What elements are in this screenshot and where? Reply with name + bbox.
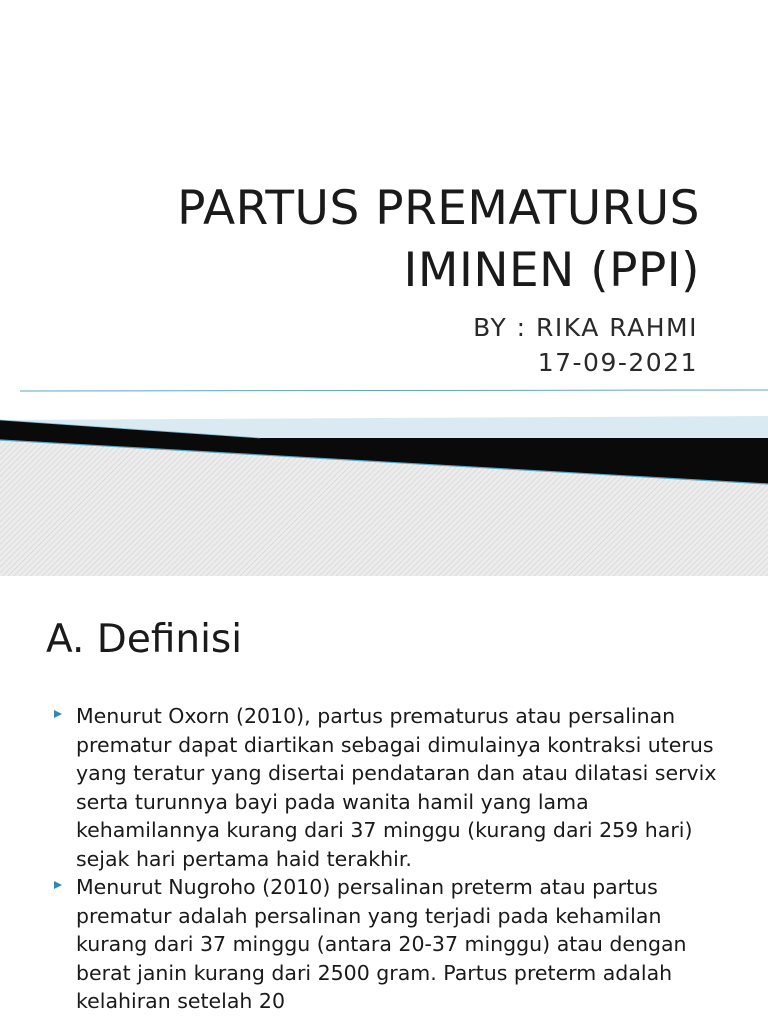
bullet-text: Menurut Oxorn (2010), partus prematurus atau persalinan prematur dapat diartikan sebagai dimulainya kontraksi uterus yang teratur yang disertai pendataran dan atau dilatasi servix serta turunnya bayi pada wanita hamil yang lama kehamilannya kurang dari 37 minggu (kurang dari 259 hari) sejak hari pertama haid terakhir. bbox=[76, 704, 717, 871]
decorative-bands bbox=[0, 380, 768, 576]
thin-accent-line bbox=[20, 390, 768, 391]
slide-title bbox=[60, 178, 700, 302]
content-slide bbox=[0, 576, 768, 1024]
bullet-text: Menurut Nugroho (2010) persalinan preterm atau partus prematur adalah persalinan yang terjadi pada kehamilan kurang dari 37 minggu (antara 20-37 minggu) atau dengan berat janin kurang dari 2500 gram. Partus preterm adalah kelahiran setelah 20 bbox=[76, 875, 687, 1013]
slide-subtitle bbox=[198, 310, 698, 380]
title-line-2: IMINEN (PPI) bbox=[403, 243, 700, 298]
triangle-bullet-icon bbox=[54, 710, 62, 718]
date-line: 17-09-2021 bbox=[537, 348, 698, 377]
list-item bbox=[52, 702, 732, 873]
list-item bbox=[52, 873, 732, 1016]
author-line: BY : RIKA RAHMI bbox=[473, 313, 698, 342]
section-heading: A. Definisi bbox=[46, 617, 243, 662]
triangle-bullet-icon bbox=[54, 881, 62, 889]
title-line-1: PARTUS PREMATURUS bbox=[177, 181, 700, 236]
bullet-list bbox=[52, 702, 732, 1016]
